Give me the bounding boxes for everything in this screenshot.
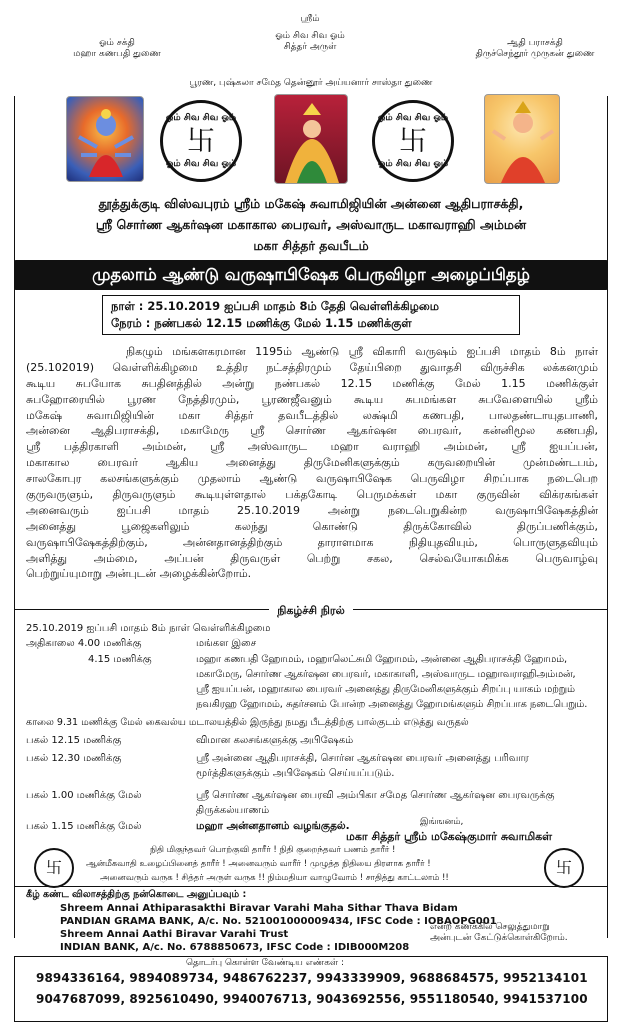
date-time-box — [102, 295, 520, 335]
goddess-right-icon — [485, 95, 560, 184]
paragraph-line: ஸ்ரீ பத்திரகாளி அம்மன், ஸ்ரீ அஸ்வாருட மஹா வராஹி அம்மன், ஸ்ரீ ஐயப்பன், — [26, 440, 598, 454]
main-title-line: மகா சித்தர் தவபீடம் — [253, 238, 369, 253]
header-center-line: ஓம் சிவ சிவ ஓம் — [275, 31, 345, 41]
program-title-text: நிகழ்ச்சி நிரல் — [269, 604, 352, 617]
program-date: 25.10.2019 ஐப்பசி மாதம் 8ம் நாள் வெள்ளிக்கிழமை — [26, 623, 271, 634]
emblem-bottom-text: ஓம் சிவ சிவ ஓம் — [377, 159, 449, 169]
program-event: நவகிரஹ ஹோமம், சுதர்சனம் போன்ற அனைத்து ஹோமங்களும் சிறப்பாக நடைபெறும். — [196, 699, 588, 710]
paragraph-line: அனைவரும் ஐப்பசி மாதம் 25.10.2019 அன்று நடைபெறுகின்ற வருஷாபிஷேகத்தின் — [26, 503, 598, 517]
paragraph-line: சுபஹோரையில் பூரண நேத்திரமும், பூரணஜீவனும் கூடிய சுபமங்கள சுபவேளையில் ஸ்ரீம் — [26, 392, 598, 406]
om-emblem-right — [372, 100, 454, 182]
program-event: திருக்கல்யாணம் — [196, 805, 270, 816]
header-right-line: ஆதி பராசக்தி — [507, 38, 563, 48]
program-time: பகல் 12.15 மணிக்கு — [26, 735, 122, 746]
emblem-top-text: ஓம் சிவ சிவ ஓம் — [165, 113, 237, 123]
program-time: 4.15 மணிக்கு — [88, 654, 152, 665]
paragraph-line: (25.102019) வெள்ளிக்கிழமை உத்திர நட்சத்திரமும் தேய்பிறை துவாதசி விருச்சிக லக்கனமும் — [26, 360, 598, 374]
paragraph-line: மகேஷ் சுவாமிஜியின் மகா சித்தர் தவபீடத்தில் லக்ஷ்மி கணபதி, பாலதண்டாயுதபாணி, — [26, 408, 598, 422]
swastika-icon: 卐 — [45, 858, 63, 877]
header-center — [230, 14, 390, 53]
program-event: மஹா அன்னதானம் வழங்குதல். — [196, 820, 350, 832]
quote-line: நிதி மிகுந்தவர் பொற்குவி தாரீர் ! நிதி குறைந்தவர் பணம் தாரீர் ! — [150, 845, 396, 855]
date-line: நாள் : 25.10.2019 ஐப்பசி மாதம் 8ம் தேதி வெள்ளிக்கிழமை — [111, 299, 440, 313]
goddess-left-image — [66, 96, 144, 182]
paragraph-line: அளித்து அம்மை, அப்பன் திருவருள் பெற்று சகல, செல்வயோகமிக்க பெருவாழ்வு — [26, 551, 598, 565]
program-event: ஸ்ரீ அன்னை ஆதிபராசக்தி, சொர்ன ஆகர்ஷன பைரவர் அனைத்து பரிவார — [196, 753, 529, 764]
swastika-icon: 卐 — [398, 124, 428, 157]
program-time: பகல் 1.15 மணிக்கு மேல் — [26, 821, 142, 832]
phone-line: 9894336164, 9894089734, 9486762237, 9943339909, 9688684575, 9952134101 — [36, 971, 588, 985]
program-time: பகல் 12.30 மணிக்கு — [26, 753, 122, 764]
header-center-line: ஸ்ரீம் — [300, 14, 320, 24]
paragraph-line: அன்னை ஆதிபராசக்தி, மகாமேரு ஸ்ரீ சொர்ண ஆகர்ஷன பைரவர், கன்னிமூல கணபதி, — [26, 424, 598, 438]
emblem-bottom-text: ஓம் சிவ சிவ ஓம் — [165, 159, 237, 169]
paragraph-line: மகாகால பைரவர் ஆகிய அனைத்து திருமேனிகளுக்கும் கருவறையின் முன்மண்டபம், — [26, 456, 598, 470]
accounts-note-line: அன்புடன் கேட்டுக்கொள்கிறோம். — [430, 933, 568, 943]
phone-title: தொடர்பு கொள்ள வேண்டிய எண்கள் : — [186, 958, 345, 968]
header-right-line: திருச்செந்தூர் முருகன் துணை — [475, 49, 595, 59]
phone-line: 9047687099, 8925610490, 9940076713, 9043692556, 9551180540, 9941537100 — [36, 992, 588, 1006]
program-event: மங்கள இசை — [196, 638, 257, 649]
account-line: Shreem Annai Aathi Biravar Varahi Trust — [60, 929, 289, 940]
quote-line: ஆன்மீகவாதி உழைப்பினைத் தாரீர் ! அனைவரும் வாரீர் ! முழுத்த நிதியை திரளாக தாரீர் ! — [86, 859, 431, 869]
swastika-icon: 卐 — [186, 124, 216, 157]
paragraph-line: கூடிய சுபயோக சுபதினத்தில் அன்று நண்பகல் 12.15 மணிக்கு மேல் 1.15 மணிக்குள் — [26, 376, 598, 390]
emblem-top-text: ஓம் சிவ சிவ ஓம் — [377, 113, 449, 123]
signature-name: மகா சித்தர் ஸ்ரீம் மகேஷ்குமார் சுவாமிகள் — [346, 830, 553, 843]
signature-prefix: இங்ஙனம், — [420, 817, 464, 827]
header-left-line: ஓம் சக்தி — [99, 38, 135, 48]
accounts-title: கீழ் கண்ட விலாசத்திற்கு நன்கொடை அனுப்பவும் : — [26, 889, 247, 900]
main-title-line: ஸ்ரீ சொர்ண ஆகர்ஷன மகாகால பைரவர், அஸ்வாருட மகாவராஹி அம்மன் — [95, 217, 527, 232]
account-line: PANDIAN GRAMA BANK, A/c. No. 521001000009434, IFSC Code : IOBAOPG001 — [60, 916, 497, 927]
header-left — [52, 38, 182, 60]
accounts-divider — [14, 886, 608, 887]
main-title-line: தூத்துக்குடி விஸ்வபுரம் ஸ்ரீம் மகேஷ் சுவாமிஜியின் அன்னை ஆதிபராசக்தி, — [98, 196, 524, 211]
account-line: Shreem Annai Athiparasakthi Biravar Varahi Maha Sithar Thava Bidam — [60, 903, 458, 914]
paragraph-line: குருவருளும், திருவருளும் கூடியுள்ளதால் பக்தகோடி பெருமக்கள் மகா குருவின் விக்ரகங்கள் — [26, 488, 598, 502]
header-right — [450, 38, 620, 60]
om-emblem-small-left — [34, 848, 74, 888]
program-title — [0, 604, 622, 619]
goddess-center-image — [274, 94, 348, 184]
om-emblem-small-right — [544, 848, 584, 888]
header-center-line: சித்தர் அருள் — [283, 42, 337, 52]
time-line: நேரம் : நண்பகல் 12.15 மணிக்கு மேல் 1.15 மணிக்குள் — [111, 316, 412, 330]
paragraph-line: அனைத்து பூஜைகளிலும் கலந்து கொண்டு திருக்கோவில் திருப்பணிக்கும், — [26, 519, 598, 533]
header-subtitle: பூரண, புஷ்கலா சமேத தென்னூர் அய்யனார் சாஸ்தா துணை — [189, 78, 433, 88]
program-time: அதிகாலை 4.00 மணிக்கு — [26, 638, 142, 649]
program-event: ஸ்ரீ சொர்ண ஆகர்ஷன பைரவி அம்பிகா சமேத சொர்ண ஆகர்ஷன பைரவருக்கு — [196, 790, 555, 801]
invitation-banner: முதலாம் ஆண்டு வருஷாபிஷேக பெருவிழா அழைப்பிதழ் — [14, 260, 608, 290]
quote-line: அனைவரும் வருக ! சித்தர் அருள் வருக !! நிம்மதியா வாழுவோம் ! சாதித்து காட்டலாம் !! — [100, 873, 449, 883]
accounts-note-line: என்ற கணக்கில் செலுத்துமாறு — [430, 922, 550, 932]
program-event: விமான கலசங்களுக்கு அபிஷேகம் — [196, 735, 354, 746]
paragraph-line: நிகழும் மங்களகரமான 1195ம் ஆண்டு ஸ்ரீ விகாரி வருஷம் ஐப்பசி மாதம் 8ம் நாள் — [126, 345, 598, 358]
om-emblem-left — [160, 100, 242, 182]
paragraph-line: பெற்றுய்யுமாறு அன்புடன் அழைக்கின்றோம். — [26, 567, 252, 581]
program-event: மகாமேரு, சொர்ண ஆகர்ஷன பைரவர், மகாகாளி, அஸ்வாருட மஹாவராஹிஅம்மன், — [196, 669, 576, 680]
program-event: ஸ்ரீ ஐயப்பன், மஹாகால பைரவர் அனைத்து திருமேனிகளுக்கும் சிறப்பு யாகம் மற்றும் — [196, 684, 575, 695]
program-event: மூர்த்திகளுக்கும் அபிஷேகம் செய்யப்படும். — [196, 768, 395, 779]
invitation-paragraph — [26, 344, 598, 582]
swastika-icon: 卐 — [555, 858, 573, 877]
paragraph-line: சாலகோபுர கலசங்களுக்கும் முதலாம் ஆண்டு வருஷாபிஷேக பெருவிழா சிறப்பாக நடைபெற — [26, 472, 598, 486]
goddess-center-icon — [275, 95, 348, 184]
program-time: பகல் 1.00 மணிக்கு மேல் — [26, 790, 142, 801]
paragraph-line: வருஷாபிஷேகத்திற்கும், அன்னதானத்திற்கும் தாராளமாக நிதியுதவியும், பொருளுதவியும் — [26, 535, 598, 549]
program-event: மஹா கணபதி ஹோமம், மஹாலெட்சுமி ஹோமம், அன்னை ஆதிபராசக்தி ஹோமம், — [196, 654, 568, 665]
accounts-note — [430, 922, 568, 944]
program-time: காலை 9.31 மணிக்கு மேல் கைவல்ய மடாலயத்தில் இருந்து நமது பீடத்திற்கு பால்குடம் எடுத்து வருதல் — [26, 717, 469, 728]
goddess-right-image — [484, 94, 560, 184]
goddess-left-icon — [67, 97, 144, 182]
header-left-line: மஹா கணபதி துணை — [73, 49, 161, 59]
account-line: INDIAN BANK, A/c. No. 6788850673, IFSC Code : IDIB000M208 — [60, 942, 410, 953]
